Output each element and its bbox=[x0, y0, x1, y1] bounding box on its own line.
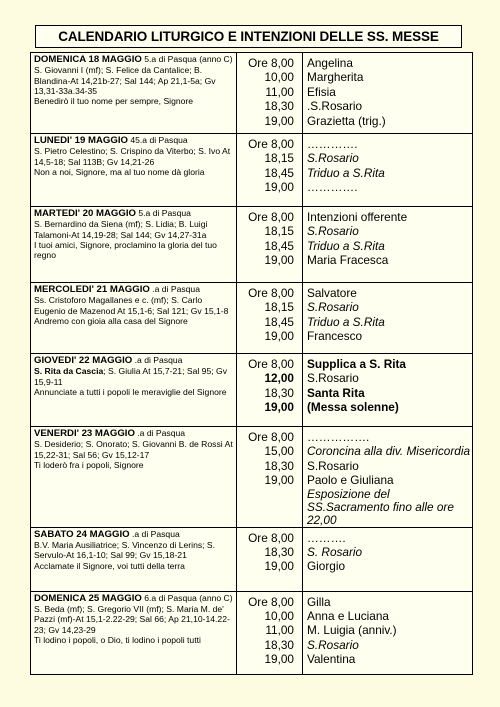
antiphon: Andremo con gioia alla casa del Signore bbox=[34, 315, 188, 326]
intentions-cell bbox=[303, 527, 473, 591]
day-liturgy-cell bbox=[31, 591, 237, 674]
mass-time: Ore 8,00 bbox=[248, 357, 294, 371]
mass-intention: .S.Rosario bbox=[307, 99, 363, 114]
saints-readings: Ss. Cristoforo Magallanes e c. (mf); S. Carlo Eugenio de Mazenod At 15,1-6; Sal 121; Gv 15,1-8 bbox=[34, 295, 229, 316]
mass-times-cell bbox=[237, 134, 303, 207]
day-liturgy-cell bbox=[31, 427, 237, 528]
mass-time: 19,00 bbox=[264, 400, 294, 415]
mass-times-cell bbox=[237, 283, 303, 354]
antiphon: Benedirò il tuo nome per sempre, Signore bbox=[34, 96, 194, 107]
day-heading bbox=[34, 428, 185, 439]
mass-intention: Gilla bbox=[307, 594, 331, 609]
intentions-cell bbox=[303, 283, 473, 354]
day-heading bbox=[34, 284, 200, 295]
mass-time: Ore 8,00 bbox=[248, 530, 294, 545]
day-liturgy-cell bbox=[31, 207, 237, 283]
saints-readings: S. Giovanni I (mf); S. Felice da Cantalice; B. Blandina-At 14,21b-27; Sal 144; Ap 21,1-5a; Gv 13,31-33a.34-35 bbox=[34, 65, 216, 96]
mass-intention: Santa Rita bbox=[307, 385, 365, 400]
day-name: DOMENICA 25 MAGGIO bbox=[34, 592, 142, 604]
mass-times-cell bbox=[237, 354, 303, 427]
mass-intention: …………. bbox=[307, 137, 358, 151]
saints-readings: S. Bernardino da Siena (mf); S. Lidia; B. Luigi Talamoni-At 14,19-28; Sal 144; Gv 14,27-31a bbox=[34, 219, 208, 240]
day-heading bbox=[34, 54, 233, 65]
antiphon: Non a noi, Signore, ma al tuo nome dà gloria bbox=[34, 166, 205, 177]
day-row bbox=[31, 283, 473, 354]
day-row bbox=[31, 53, 473, 134]
mass-time: 19,00 bbox=[264, 473, 294, 488]
liturgical-week: .a di Pasqua bbox=[132, 355, 183, 365]
mass-intention: Grazietta (trig.) bbox=[307, 113, 386, 128]
day-heading bbox=[34, 593, 233, 604]
day-liturgy-cell bbox=[31, 53, 237, 134]
calendar-table bbox=[30, 52, 473, 675]
mass-intention: S.Rosario bbox=[307, 224, 359, 239]
mass-time: 19,00 bbox=[264, 329, 294, 344]
mass-intention: S.Rosario bbox=[307, 371, 359, 386]
mass-intention: Triduo a S.Rita bbox=[307, 238, 385, 253]
mass-intention: ………. bbox=[307, 530, 346, 545]
day-heading bbox=[34, 355, 182, 366]
mass-time: 19,00 bbox=[264, 113, 294, 128]
mass-time: 19,00 bbox=[264, 559, 294, 574]
mass-time: Ore 8,00 bbox=[248, 286, 294, 300]
mass-time: 18,30 bbox=[264, 545, 294, 560]
mass-times-cell bbox=[237, 53, 303, 134]
liturgical-week: .a di Pasqua bbox=[129, 528, 180, 539]
mass-time: Ore 8,00 bbox=[248, 594, 294, 609]
day-name: SABATO 24 MAGGIO bbox=[34, 528, 130, 540]
mass-time: Ore 8,00 bbox=[248, 210, 294, 224]
saints-readings: S. Desiderio; S. Onorato; S. Giovanni B. de Rossi At 15,22-31; Sal 56; Gv 15,12-17 bbox=[34, 439, 233, 460]
saints-readings: S. Rita da Cascia; S. Giulia At 15,7-21; Sal 95; Gv 15,9-11 bbox=[34, 366, 227, 387]
mass-intention: (Messa solenne) bbox=[307, 400, 399, 415]
day-row bbox=[31, 591, 473, 674]
mass-time: 18,45 bbox=[264, 238, 294, 253]
day-row bbox=[31, 354, 473, 427]
mass-time: 18,30 bbox=[264, 385, 294, 400]
intentions-cell bbox=[303, 354, 473, 427]
mass-intention: Paolo e Giuliana bbox=[307, 473, 394, 488]
liturgical-week: .a di Pasqua bbox=[149, 284, 200, 294]
day-liturgy-cell bbox=[31, 134, 237, 207]
day-liturgy-cell bbox=[31, 354, 237, 427]
mass-intention: Giorgio bbox=[307, 559, 346, 574]
liturgical-week: 5.a di Pasqua bbox=[135, 208, 191, 218]
mass-time: 18,15 bbox=[264, 300, 294, 315]
liturgical-week: 45.a di Pasqua bbox=[127, 135, 188, 145]
mass-intention: M. Luigia (anniv.) bbox=[307, 623, 397, 638]
mass-intention: Angelina bbox=[307, 56, 353, 70]
mass-time: 18,45 bbox=[264, 314, 294, 329]
mass-intention: S.Rosario bbox=[307, 637, 359, 652]
mass-intention: …………. bbox=[307, 180, 358, 195]
day-name: MERCOLEDI' 21 MAGGIO bbox=[34, 284, 150, 295]
mass-time: 18,30 bbox=[264, 99, 294, 114]
mass-intention: S. Rosario bbox=[307, 545, 363, 560]
mass-time: 18,30 bbox=[264, 458, 294, 473]
mass-time: 19,00 bbox=[264, 652, 294, 667]
mass-time: 11,00 bbox=[265, 623, 294, 638]
intentions-cell bbox=[303, 207, 473, 283]
mass-intention: Triduo a S.Rita bbox=[307, 165, 385, 180]
mass-time: 19,00 bbox=[264, 180, 294, 195]
mass-times-cell bbox=[237, 591, 303, 674]
mass-intention: Francesco bbox=[307, 329, 363, 344]
mass-time: 18,30 bbox=[264, 637, 294, 652]
saints-readings: S. Pietro Celestino; S. Crispino da Viterbo; S. Ivo At 14,5-18; Sal 113B; Gv 14,21-26 bbox=[34, 146, 231, 167]
mass-time: 18,15 bbox=[264, 224, 294, 239]
day-heading bbox=[34, 135, 188, 146]
day-name: DOMENICA 18 MAGGIO bbox=[34, 54, 142, 65]
mass-intention: Maria Fracesca bbox=[307, 253, 389, 268]
mass-intention: Salvatore bbox=[307, 286, 357, 300]
mass-intention: S.Rosario bbox=[307, 300, 359, 315]
intentions-cell bbox=[303, 427, 473, 528]
mass-intention: Coroncina alla div. Misericordia bbox=[307, 444, 471, 459]
mass-intention: S.Rosario bbox=[307, 458, 359, 473]
day-row bbox=[31, 527, 473, 591]
mass-time: Ore 8,00 bbox=[248, 137, 294, 151]
mass-intention: Intenzioni offerente bbox=[307, 210, 408, 224]
mass-intention: Efisia bbox=[307, 84, 336, 99]
day-name: MARTEDI' 20 MAGGIO bbox=[34, 208, 136, 219]
antiphon: Ti loderò fra i popoli, Signore bbox=[34, 459, 144, 470]
mass-time: 18,15 bbox=[264, 151, 294, 166]
mass-time: Ore 8,00 bbox=[248, 56, 294, 70]
day-name: LUNEDI' 19 MAGGIO bbox=[34, 135, 128, 146]
mass-intention: Margherita bbox=[307, 70, 364, 85]
liturgical-week: 5.a di Pasqua (anno C) bbox=[141, 54, 233, 64]
antiphon: I tuoi amici, Signore, proclamino la gloria del tuo regno bbox=[34, 239, 217, 261]
liturgical-week: 6.a di Pasqua (anno C) bbox=[141, 592, 233, 603]
mass-intention: Triduo a S.Rita bbox=[307, 314, 385, 329]
day-heading bbox=[34, 529, 180, 540]
mass-intention: S.Rosario bbox=[307, 151, 359, 166]
mass-time: 19,00 bbox=[264, 253, 294, 268]
day-name: GIOVEDI' 22 MAGGIO bbox=[34, 355, 133, 366]
mass-intention: Supplica a S. Rita bbox=[307, 357, 406, 371]
mass-intention: Esposizione del SS.Sacramento fino alle ore 22,00 bbox=[307, 486, 454, 527]
mass-intention: Anna e Luciana bbox=[307, 609, 389, 624]
mass-times-cell bbox=[237, 527, 303, 591]
intentions-cell bbox=[303, 134, 473, 207]
mass-time: 18,45 bbox=[264, 165, 294, 180]
liturgical-week: .a di Pasqua bbox=[134, 428, 186, 438]
mass-time: 10,00 bbox=[264, 609, 294, 624]
day-liturgy-cell bbox=[31, 527, 237, 591]
day-row bbox=[31, 134, 473, 207]
mass-time: 15,00 bbox=[264, 444, 294, 459]
saints-readings: S. Beda (mf); S. Gregorio VII (mf); S. Maria M. de' Pazzi (mf)-At 15,1-2.22-29; Sal 66; Ap 21,10-14.22-23; Gv 14,23-29 bbox=[34, 603, 230, 635]
mass-time: 12,00 bbox=[264, 371, 294, 386]
antiphon: Acclamate il Signore, voi tutti della terra bbox=[34, 560, 185, 571]
intentions-cell bbox=[303, 53, 473, 134]
mass-times-cell bbox=[237, 427, 303, 528]
day-heading bbox=[34, 208, 191, 219]
mass-times-cell bbox=[237, 207, 303, 283]
day-liturgy-cell bbox=[31, 283, 237, 354]
mass-time: Ore 8,00 bbox=[248, 430, 294, 444]
mass-time: 11,00 bbox=[265, 84, 294, 99]
day-row bbox=[31, 427, 473, 528]
intentions-cell bbox=[303, 591, 473, 674]
mass-intention: ……………. bbox=[307, 430, 370, 444]
antiphon: Annunciate a tutti i popoli le meraviglie del Signore bbox=[34, 386, 227, 397]
day-name: VENERDI' 23 MAGGIO bbox=[34, 428, 135, 439]
page-title: CALENDARIO LITURGICO E INTENZIONI DELLE SS. MESSE bbox=[35, 25, 462, 48]
day-row bbox=[31, 207, 473, 283]
antiphon: Ti lodino i popoli, o Dio, ti lodino i popoli tutti bbox=[34, 634, 201, 645]
mass-intention: Valentina bbox=[307, 652, 356, 667]
saints-readings: B.V. Maria Ausiliatrice; S. Vincenzo di Lerins; S. Servulo-At 16,1-10; Sal 99; Gv 15,18-21 bbox=[34, 539, 216, 561]
mass-time: 10,00 bbox=[264, 70, 294, 85]
